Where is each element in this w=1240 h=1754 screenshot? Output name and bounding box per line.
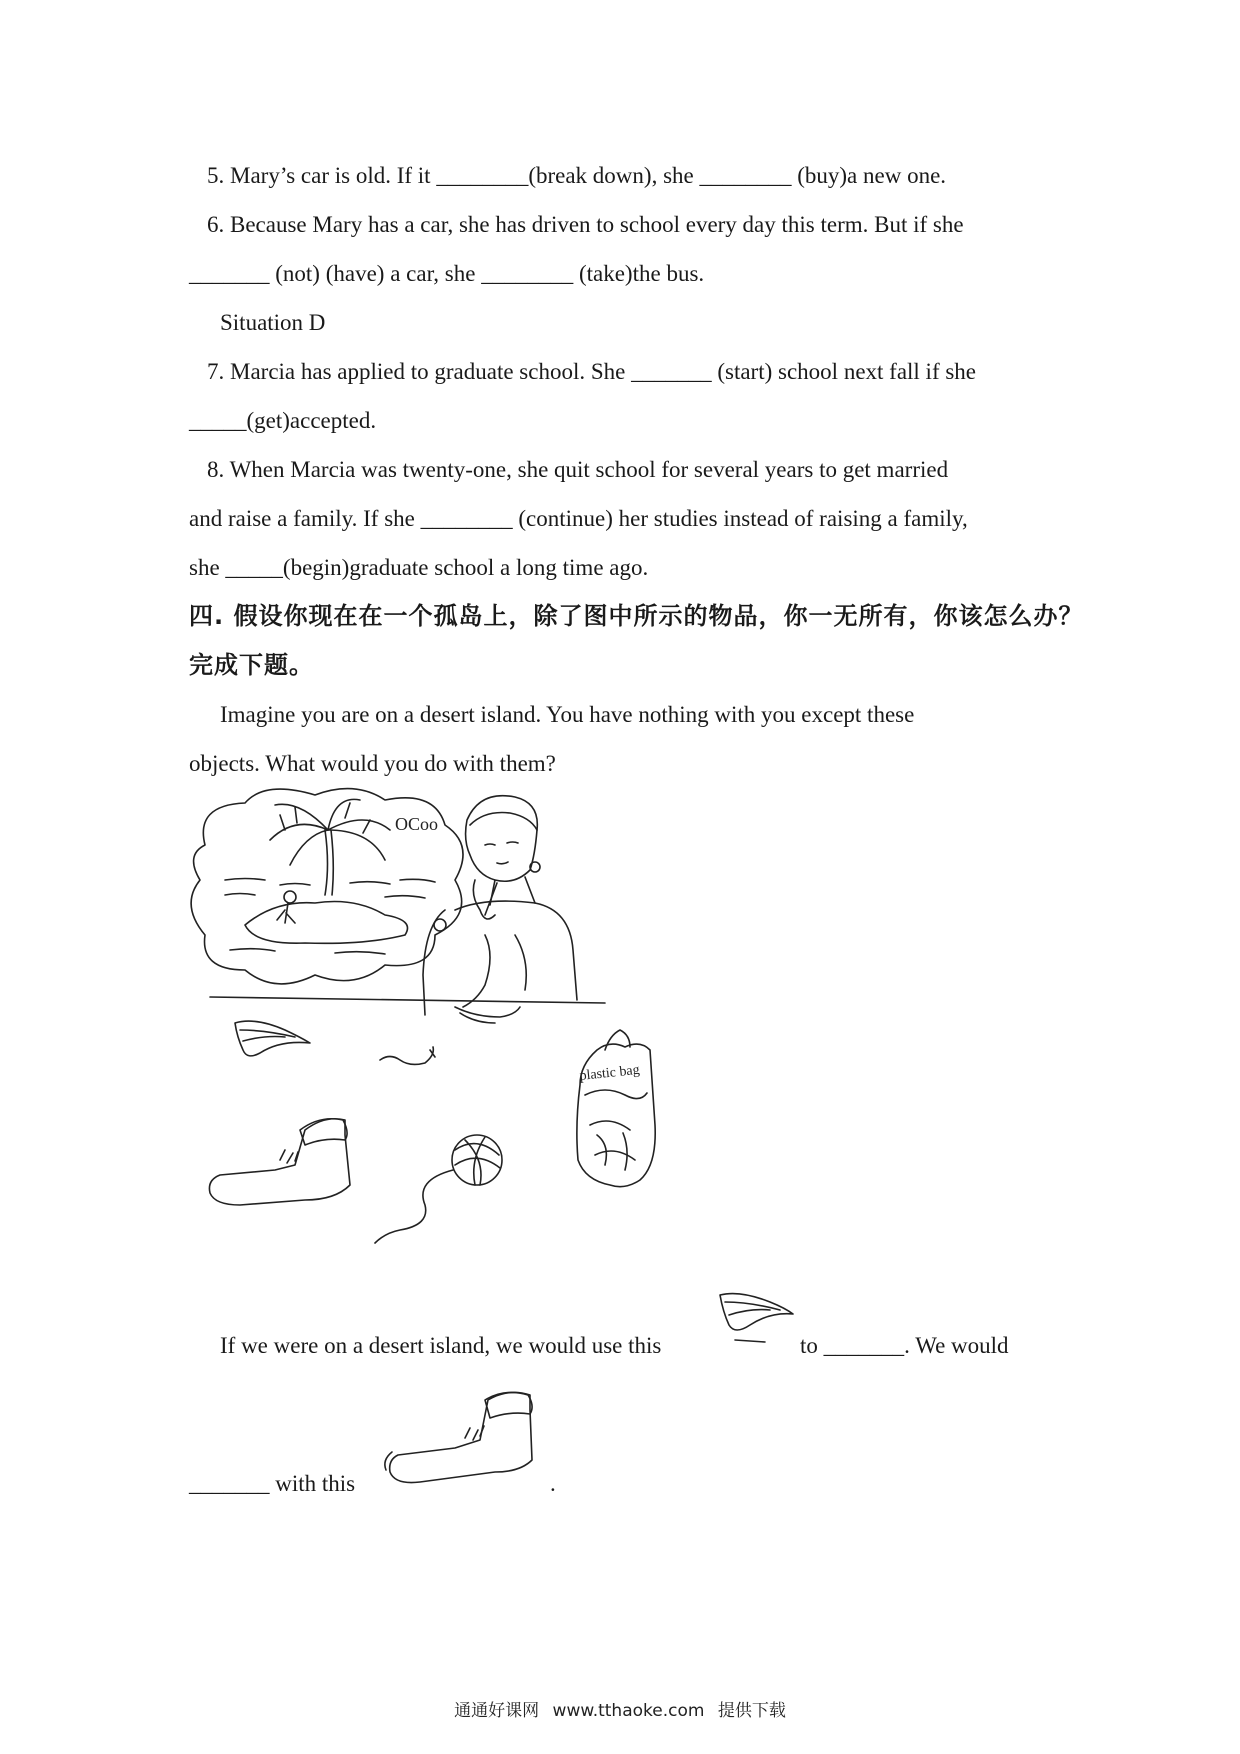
- page-footer: [0, 1696, 1240, 1721]
- footer-suffix: 提供下载: [717, 1701, 786, 1721]
- clothes-hanger-icon: [235, 1021, 310, 1056]
- answer-line-2-end: .: [550, 1471, 556, 1496]
- question-8-line-1: 8. When Marcia was twenty-one, she quit school for several years to get married: [207, 457, 949, 482]
- person-thinking-icon: [423, 796, 577, 1015]
- answer-line-1-end: to _______. We would: [800, 1333, 1009, 1358]
- question-8-line-2: and raise a family. If she ________ (continue) her studies instead of raising a family,: [189, 506, 968, 531]
- answer-line-1-start: If we were on a desert island, we would use this: [220, 1333, 662, 1358]
- question-6-line-2: _______ (not) (have) a car, she ________ (take)the bus.: [189, 261, 705, 286]
- palm-tree-icon: [270, 799, 390, 895]
- yarn-ball-icon: [375, 1135, 502, 1243]
- thought-bubble-text: OCoo: [395, 814, 439, 834]
- question-7-line-1: 7. Marcia has applied to graduate school. She _______ (start) school next fall if she: [207, 359, 977, 384]
- situation-d-label: Situation D: [220, 310, 326, 335]
- hands-icon: [455, 1007, 520, 1023]
- clothes-hanger-icon: [715, 1290, 795, 1350]
- question-5: 5. Mary’s car is old. If it ________(break down), she ________ (buy)a new one.: [207, 163, 947, 188]
- section-4-intro-line-2: objects. What would you do with them?: [189, 751, 556, 776]
- section-4-heading-line-2: 完成下题。: [189, 651, 314, 679]
- section-4-heading-line-1: 四. 假设你现在在一个孤岛上，除了图中所示的物品，你一无所有，你该怎么办？: [189, 602, 1084, 630]
- table-edge: [210, 997, 605, 1003]
- desert-island-illustration: [185, 785, 725, 1255]
- footer-site-name: 通通好课网: [454, 1701, 540, 1721]
- island-scene-icon: [225, 879, 435, 955]
- answer-line-2-start: _______ with this: [189, 1471, 356, 1496]
- sock-icon: [380, 1390, 550, 1505]
- question-6-line-1: 6. Because Mary has a car, she has driven to school every day this term. But if she: [207, 212, 964, 237]
- footer-url[interactable]: www.tthaoke.com: [552, 1701, 705, 1721]
- plastic-bag-label: plastic bag: [578, 1062, 641, 1084]
- question-7-line-2: _____(get)accepted.: [189, 408, 377, 433]
- fish-hook-icon: [380, 1047, 435, 1064]
- plastic-bag-icon: [577, 1030, 655, 1187]
- question-8-line-3: she _____(begin)graduate school a long time ago.: [189, 555, 649, 580]
- section-4-intro-line-1: Imagine you are on a desert island. You have nothing with you except these: [220, 702, 915, 727]
- sock-icon: [209, 1119, 350, 1205]
